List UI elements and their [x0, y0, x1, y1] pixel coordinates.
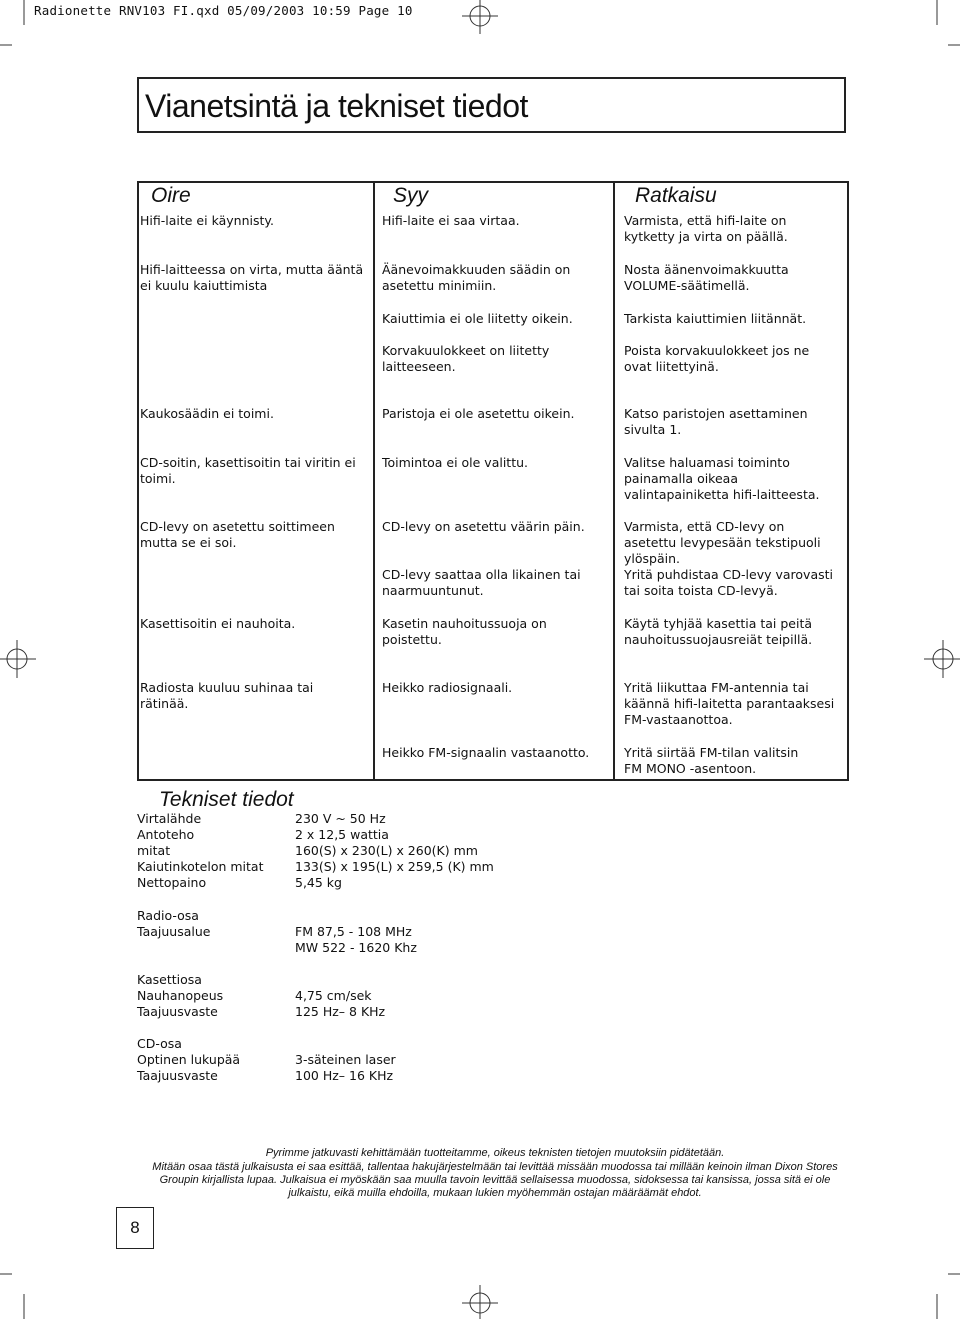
spec-label: Taajuusalue	[137, 924, 211, 939]
page-title: Vianetsintä ja tekniset tiedot	[145, 88, 528, 124]
spec-value: 100 Hz– 16 KHz	[295, 1068, 394, 1083]
cause-cell: CD-levy saattaa olla likainen tai naarmuuntunut.	[382, 567, 581, 598]
spec-value: 2 x 12,5 wattia	[295, 827, 389, 842]
cause-cell: Paristoja ei ole asetettu oikein.	[382, 406, 575, 421]
cause-cell: Heikko FM-signaalin vastaanotto.	[382, 745, 590, 760]
spec-value: 5,45 kg	[295, 875, 342, 890]
solution-cell: Varmista, että CD-levy on asetettu levypesään tekstipuoli ylöspäin.	[624, 519, 821, 566]
solution-cell: Varmista, että hifi-laite on kytketty ja virta on päällä.	[624, 213, 788, 244]
spec-label: Kaiutinkotelon mitat	[137, 859, 264, 874]
cause-cell: Kasetin nauhoitussuoja on poistettu.	[382, 616, 547, 647]
footer-notice: Pyrimme jatkuvasti kehittämään tuotteitamme, oikeus teknisten tietojen muutoksiin pidätetään.	[265, 1147, 725, 1159]
column-divider	[373, 181, 375, 781]
problem-cell: Kasettisoitin ei nauhoita.	[140, 616, 296, 631]
solution-cell: Katso paristojen asettaminen sivulta 1.	[624, 406, 808, 437]
cause-cell: Kaiuttimia ei ole liitetty oikein.	[382, 311, 573, 326]
spec-value: 3-säteinen laser	[295, 1052, 396, 1067]
solution-cell: Nosta äänenvoimakkuutta VOLUME-säätimellä.	[624, 262, 789, 293]
solution-cell: Yritä siirtää FM-tilan valitsin FM MONO -asentoon.	[624, 745, 799, 776]
solution-cell: Yritä puhdistaa CD-levy varovasti tai soita toista CD-levyä.	[624, 567, 833, 598]
problem-cell: Hifi-laite ei käynnisty.	[140, 213, 274, 228]
spec-value: 160(S) x 230(L) x 260(K) mm	[295, 843, 478, 858]
problem-cell: CD-soitin, kasettisoitin tai viritin ei toimi.	[140, 455, 356, 486]
spec-section-heading: CD-osa	[137, 1036, 182, 1051]
page-title-box	[137, 77, 846, 133]
spec-value: 125 Hz– 8 KHz	[295, 1004, 386, 1019]
spec-value: 4,75 cm/sek	[295, 988, 372, 1003]
solution-cell: Yritä liikuttaa FM-antennia tai käännä hifi-laitetta parantaaksesi FM-vastaanottoa.	[624, 680, 835, 727]
spec-label: Virtalähde	[137, 811, 202, 826]
spec-value: 133(S) x 195(L) x 259,5 (K) mm	[295, 859, 494, 874]
problem-cell: Kaukosäädin ei toimi.	[140, 406, 274, 421]
spec-label: Antoteho	[137, 827, 195, 842]
footer-copyright: Mitään osaa tästä julkaisusta ei saa esittää, tallentaa hakujärjestelmään tai levittää missään muodossa tai millään keinoin ilman Dixon Stores Groupin kirjallista lupaa. Julkaisua ei myöskään saa muulla tavoin levittää sellaisessa muodossa, sidoksessa tai kansissa, jossa sitä ei ole julkaistu, eikä muilla ehdoilla, mukaan lukien myöhemmän ostajan määräämät ehdot.	[152, 1161, 838, 1199]
cause-cell: Korvakuulokkeet on liitetty laitteeseen.	[382, 343, 550, 374]
page-number: 8	[116, 1207, 154, 1249]
column-header-problem: Oire	[151, 184, 191, 207]
column-header-solution: Ratkaisu	[635, 184, 717, 207]
cause-cell: Heikko radiosignaali.	[382, 680, 513, 695]
solution-cell: Poista korvakuulokkeet jos ne ovat liitettyinä.	[624, 343, 810, 374]
spec-label: Nauhanopeus	[137, 988, 224, 1003]
spec-label: mitat	[137, 843, 171, 858]
solution-cell: Valitse haluamasi toiminto painamalla oikeaa valintapainiketta hifi-laitteesta.	[624, 455, 820, 502]
column-divider	[613, 181, 615, 781]
problem-cell: Radiosta kuuluu suhinaa tai rätinää.	[140, 680, 314, 711]
cause-cell: Äänevoimakkuuden säädin on asetettu minimiin.	[382, 262, 571, 293]
problem-cell: Hifi-laitteessa on virta, mutta ääntä ei kuulu kaiuttimista	[140, 262, 364, 293]
solution-cell: Käytä tyhjää kasettia tai peitä nauhoitussuojausreiät teipillä.	[624, 616, 813, 647]
spec-label: Taajuusvaste	[137, 1004, 218, 1019]
spec-value: MW 522 - 1620 Khz	[295, 940, 417, 955]
printer-slug: Radionette RNV103 FI.qxd 05/09/2003 10:59 Page 10	[34, 3, 413, 18]
spec-label: Optinen lukupää	[137, 1052, 241, 1067]
solution-cell: Tarkista kaiuttimien liitännät.	[624, 311, 807, 326]
specs-title: Tekniset tiedot	[159, 788, 294, 811]
problem-cell: CD-levy on asetettu soittimeen mutta se ei soi.	[140, 519, 335, 550]
spec-label: Taajuusvaste	[137, 1068, 218, 1083]
cause-cell: Hifi-laite ei saa virtaa.	[382, 213, 520, 228]
cause-cell: Toimintoa ei ole valittu.	[382, 455, 529, 470]
cause-cell: CD-levy on asetettu väärin päin.	[382, 519, 585, 534]
spec-value: FM 87,5 - 108 MHz	[295, 924, 412, 939]
spec-section-heading: Kasettiosa	[137, 972, 202, 987]
spec-value: 230 V ~ 50 Hz	[295, 811, 386, 826]
spec-label: Nettopaino	[137, 875, 207, 890]
column-header-cause: Syy	[393, 184, 429, 207]
spec-section-heading: Radio-osa	[137, 908, 199, 923]
